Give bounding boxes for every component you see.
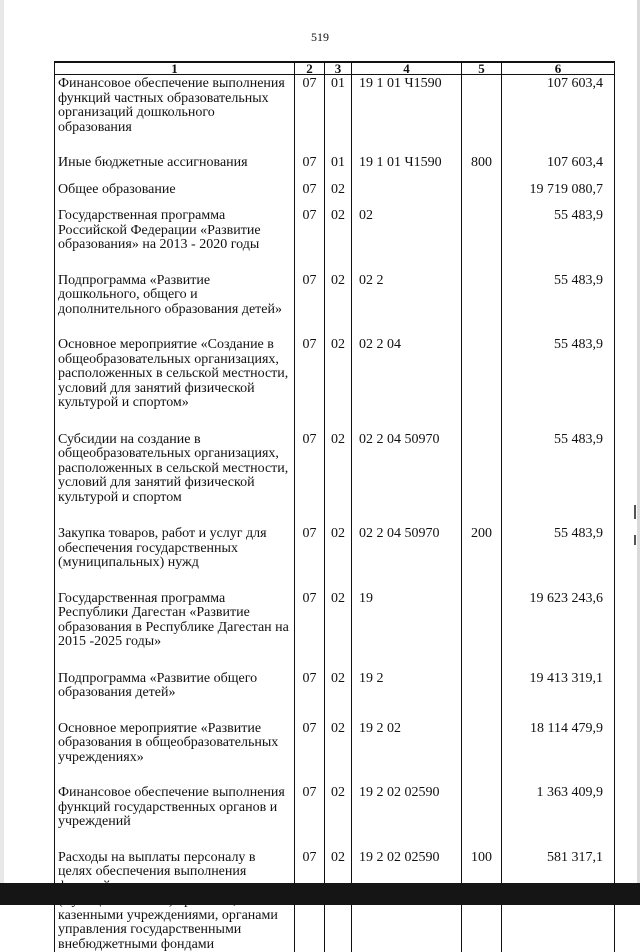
table-row xyxy=(55,527,615,592)
row-subsection-cell: 02 xyxy=(325,722,352,787)
row-amount-cell: 19 719 080,7 xyxy=(502,183,615,210)
row-subsection-cell: 02 xyxy=(325,851,352,952)
table-row xyxy=(55,75,615,157)
header-row xyxy=(55,62,615,75)
row-subsection-cell: 02 xyxy=(325,274,352,339)
row-name-cell: Расходы на выплаты персоналу в целях обеспечения выполнения казенными учреждениями, органами управления государственными внебюджетными фондами xyxy=(55,851,295,952)
row-expense-type-cell xyxy=(462,433,502,528)
row-target-article-cell: 19 2 02 02590 xyxy=(352,851,462,952)
row-name-cell: Закупка товаров, работ и услуг для обеспечения государственных (муниципальных) нужд xyxy=(55,527,295,592)
budget-table xyxy=(54,61,615,952)
row-section-cell: 07 xyxy=(295,183,325,210)
row-subsection-cell: 01 xyxy=(325,75,352,157)
table-row xyxy=(55,672,615,722)
row-expense-type-cell xyxy=(462,274,502,339)
row-amount-cell: 55 483,9 xyxy=(502,527,615,592)
table-row xyxy=(55,786,615,851)
row-amount-cell: 107 603,4 xyxy=(502,156,615,183)
scan-left-edge xyxy=(0,0,4,905)
row-section-cell: 07 xyxy=(295,527,325,592)
row-expense-type-cell xyxy=(462,338,502,433)
row-target-article-cell: 02 xyxy=(352,209,462,274)
row-section-cell: 07 xyxy=(295,672,325,722)
row-expense-type-cell: 800 xyxy=(462,156,502,183)
row-expense-type-cell xyxy=(462,183,502,210)
table-row xyxy=(55,338,615,433)
row-subsection-cell: 02 xyxy=(325,592,352,672)
row-name-cell: Государственная программа Российской Федерации «Развитие образования» на 2013 - 2020 годы xyxy=(55,209,295,274)
table-row xyxy=(55,209,615,274)
header-cell: 5 xyxy=(462,62,502,75)
row-amount-cell: 55 483,9 xyxy=(502,274,615,339)
page-number: 519 xyxy=(0,30,640,45)
row-section-cell: 07 xyxy=(295,338,325,433)
row-target-article-cell: 02 2 04 xyxy=(352,338,462,433)
row-subsection-cell: 02 xyxy=(325,786,352,851)
row-amount-cell: 55 483,9 xyxy=(502,209,615,274)
row-section-cell: 07 xyxy=(295,274,325,339)
row-section-cell: 07 xyxy=(295,209,325,274)
row-expense-type-cell: 200 xyxy=(462,527,502,592)
row-name-cell: Финансовое обеспечение выполнения функций государственных органов и учреждений xyxy=(55,786,295,851)
row-section-cell: 07 xyxy=(295,786,325,851)
row-amount-cell: 1 363 409,9 xyxy=(502,786,615,851)
row-target-article-cell: 02 2 04 50970 xyxy=(352,527,462,592)
row-amount-cell: 581 317,1 xyxy=(502,851,615,952)
table-row xyxy=(55,156,615,183)
row-target-article-cell xyxy=(352,183,462,210)
row-target-article-cell: 19 xyxy=(352,592,462,672)
row-section-cell: 07 xyxy=(295,592,325,672)
row-expense-type-cell xyxy=(462,75,502,157)
row-amount-cell: 18 114 479,9 xyxy=(502,722,615,787)
scan-edge-mark xyxy=(634,535,636,545)
row-amount-cell: 19 623 243,6 xyxy=(502,592,615,672)
table-row xyxy=(55,274,615,339)
row-expense-type-cell: 100 xyxy=(462,851,502,952)
header-cell: 1 xyxy=(55,62,295,75)
row-section-cell: 07 xyxy=(295,851,325,952)
row-name-cell: Подпрограмма «Развитие общего образования детей» xyxy=(55,672,295,722)
row-amount-cell: 55 483,9 xyxy=(502,433,615,528)
row-expense-type-cell xyxy=(462,786,502,851)
row-target-article-cell: 19 2 02 xyxy=(352,722,462,787)
scan-edge-mark xyxy=(634,505,636,519)
row-name-cell: Подпрограмма «Развитие дошкольного, общего и дополнительного образования детей» xyxy=(55,274,295,339)
table-row xyxy=(55,592,615,672)
row-target-article-cell: 19 1 01 Ч1590 xyxy=(352,75,462,157)
row-expense-type-cell xyxy=(462,592,502,672)
header-cell: 6 xyxy=(502,62,615,75)
row-expense-type-cell xyxy=(462,722,502,787)
row-name-cell: Государственная программа Республики Дагестан «Развитие образования в Республике Дагестан на 2015 -2025 годы» xyxy=(55,592,295,672)
row-target-article-cell: 19 2 02 02590 xyxy=(352,786,462,851)
row-name-cell: Общее образование xyxy=(55,183,295,210)
row-target-article-cell: 02 2 xyxy=(352,274,462,339)
row-name-cell: Основное мероприятие «Развитие образования в общеобразовательных учреждениях» xyxy=(55,722,295,787)
table-row xyxy=(55,183,615,210)
row-name-cell: Финансовое обеспечение выполнения функций частных образовательных организаций дошкольного образования xyxy=(55,75,295,157)
row-name-cell: Основное мероприятие «Создание в общеобразовательных организациях, расположенных в сельской местности, условий для занятий физической культурой и спортом» xyxy=(55,338,295,433)
row-subsection-cell: 02 xyxy=(325,433,352,528)
header-cell: 4 xyxy=(352,62,462,75)
table-row xyxy=(55,433,615,528)
row-amount-cell: 107 603,4 xyxy=(502,75,615,157)
scan-bottom-edge xyxy=(0,883,640,905)
row-expense-type-cell xyxy=(462,672,502,722)
table-row xyxy=(55,722,615,787)
row-target-article-cell: 02 2 04 50970 xyxy=(352,433,462,528)
row-subsection-cell: 02 xyxy=(325,338,352,433)
row-name-cell: Субсидии на создание в общеобразовательных организациях, расположенных в сельской местности, условий для занятий физической культурой и спортом xyxy=(55,433,295,528)
row-subsection-cell: 02 xyxy=(325,672,352,722)
row-subsection-cell: 02 xyxy=(325,209,352,274)
header-cell: 3 xyxy=(325,62,352,75)
row-section-cell: 07 xyxy=(295,156,325,183)
header-cell: 2 xyxy=(295,62,325,75)
row-subsection-cell: 02 xyxy=(325,183,352,210)
row-section-cell: 07 xyxy=(295,433,325,528)
row-target-article-cell: 19 1 01 Ч1590 xyxy=(352,156,462,183)
row-subsection-cell: 01 xyxy=(325,156,352,183)
row-section-cell: 07 xyxy=(295,722,325,787)
row-name-cell: Иные бюджетные ассигнования xyxy=(55,156,295,183)
row-section-cell: 07 xyxy=(295,75,325,157)
row-amount-cell: 19 413 319,1 xyxy=(502,672,615,722)
row-subsection-cell: 02 xyxy=(325,527,352,592)
table-body xyxy=(55,75,615,952)
row-target-article-cell: 19 2 xyxy=(352,672,462,722)
row-expense-type-cell xyxy=(462,209,502,274)
row-amount-cell: 55 483,9 xyxy=(502,338,615,433)
